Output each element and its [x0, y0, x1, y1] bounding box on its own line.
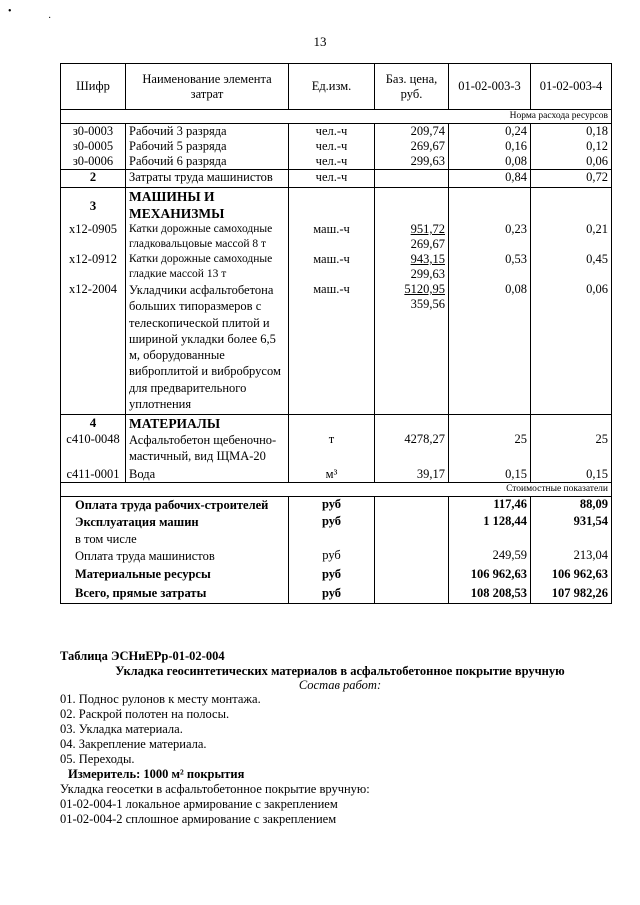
cell-price — [375, 252, 449, 282]
cell-name: Рабочий 5 разряда — [126, 139, 289, 154]
header-unit: Ед.изм. — [289, 64, 375, 110]
cell-v4: 0,12 — [531, 139, 612, 154]
meter: Измеритель: 1000 м² покрытия — [68, 767, 245, 781]
summary-row — [61, 497, 612, 515]
summary-unit: руб — [289, 584, 375, 604]
composition-label: Состав работ: — [298, 678, 382, 692]
norm-label-row — [61, 110, 612, 124]
cell-v3: 0,08 — [449, 154, 531, 170]
summary-name: Материальные ресурсы — [61, 565, 289, 584]
summary-unit: руб — [289, 565, 375, 584]
table-row — [61, 282, 612, 415]
table-row — [61, 154, 612, 170]
section-subtitle: Укладка геосинтетических материалов в асфальтобетонное покрытие вручную — [115, 664, 565, 678]
cost-label-row — [61, 483, 612, 497]
cell-unit: маш.-ч — [289, 222, 375, 252]
cell-code: з0-0005 — [61, 139, 126, 154]
summary-v4 — [531, 531, 612, 548]
summary-v3: 1 128,44 — [449, 514, 531, 531]
cell-v4: 0,72 — [531, 170, 612, 188]
corner-mark-left: • — [8, 6, 12, 17]
cell-v3: 0,53 — [449, 252, 531, 282]
section-title: МАТЕРИАЛЫ — [126, 415, 289, 433]
cell-code: х12-0912 — [61, 252, 126, 282]
cell-price: 39,17 — [375, 464, 449, 483]
cell-price — [375, 170, 449, 188]
cell-price: 4278,27 — [375, 432, 449, 464]
price-value: 951,72 — [410, 222, 445, 236]
machinist-row — [61, 170, 612, 188]
materials-section-row — [61, 415, 612, 433]
cell-v4: 0,45 — [531, 252, 612, 282]
list-item: 01. Поднос рулонов к месту монтажа. — [60, 692, 261, 706]
cell-v3: 0,24 — [449, 124, 531, 140]
list-item: 04. Закрепление материала. — [60, 737, 207, 751]
cost-label: Стоимостные показатели — [61, 483, 612, 497]
cell-v3: 0,23 — [449, 222, 531, 252]
header-price: Баз. цена, руб. — [375, 64, 449, 110]
summary-unit: руб — [289, 548, 375, 565]
cell-unit: маш.-ч — [289, 252, 375, 282]
cell-name: Рабочий 3 разряда — [126, 124, 289, 140]
cell-unit: чел.-ч — [289, 139, 375, 154]
norm-label: Норма расхода ресурсов — [61, 110, 612, 124]
summary-name: Оплата труда машинистов — [61, 548, 289, 565]
cell-unit: чел.-ч — [289, 170, 375, 188]
price-value: 5120,95 — [404, 282, 445, 296]
summary-name: Всего, прямые затраты — [61, 584, 289, 604]
cell-v3: 0,15 — [449, 464, 531, 483]
cell-v3: 25 — [449, 432, 531, 464]
cell-price: 209,74 — [375, 124, 449, 140]
table-row — [61, 252, 612, 282]
section-number: 3 — [61, 188, 126, 223]
resource-table — [60, 63, 612, 604]
cell-code: 2 — [61, 170, 126, 188]
header-col4: 01-02-003-4 — [531, 64, 612, 110]
summary-v3 — [449, 531, 531, 548]
step-list — [60, 692, 620, 827]
machines-section-row — [61, 188, 612, 223]
cell-code: з0-0003 — [61, 124, 126, 140]
section-number: 4 — [61, 415, 126, 433]
summary-row — [61, 531, 612, 548]
summary-v3: 106 962,63 — [449, 565, 531, 584]
cell-code: с411-0001 — [61, 464, 126, 483]
cell-v4: 0,21 — [531, 222, 612, 252]
summary-v3: 249,59 — [449, 548, 531, 565]
cell-v4: 0,06 — [531, 282, 612, 415]
table-title: Таблица ЭСНиЕРр-01-02-004 — [60, 649, 225, 663]
summary-row — [61, 584, 612, 604]
table-row — [61, 139, 612, 154]
corner-mark-right: · — [48, 13, 52, 24]
cell-name: Укладчики асфальтобетона больших типоразмеров с телескопической плитой и шириной укладки более 6,5 м, оборудованные виброплитой и вибробрусом для предварительного уплотнения — [126, 282, 289, 415]
cell-name: Затраты труда машинистов — [126, 170, 289, 188]
cell-price — [375, 282, 449, 415]
cell-unit: т — [289, 432, 375, 464]
price-value-2: 269,67 — [410, 237, 445, 251]
cell-name: Катки дорожные самоходные гладкие массой 13 т — [126, 252, 289, 282]
cell-v3: 0,08 — [449, 282, 531, 415]
header-code: Шифр — [61, 64, 126, 110]
cell-code: с410-0048 — [61, 432, 126, 464]
list-item: 01-02-004-1 локальное армирование с закреплением — [60, 797, 338, 811]
summary-unit — [289, 531, 375, 548]
summary-row — [61, 565, 612, 584]
table-row — [61, 464, 612, 483]
summary-v4: 88,09 — [531, 497, 612, 515]
summary-name: Оплата труда рабочих-строителей — [61, 497, 289, 515]
price-value-2: 359,56 — [410, 297, 445, 311]
summary-v4: 931,54 — [531, 514, 612, 531]
cell-code: з0-0006 — [61, 154, 126, 170]
cell-v4: 0,15 — [531, 464, 612, 483]
price-value-2: 299,63 — [410, 267, 445, 281]
summary-unit: руб — [289, 497, 375, 515]
section-title: МАШИНЫ И МЕХАНИЗМЫ — [126, 188, 289, 223]
cell-code: х12-0905 — [61, 222, 126, 252]
list-item: 05. Переходы. — [60, 752, 135, 766]
table-row — [61, 222, 612, 252]
header-col3: 01-02-003-3 — [449, 64, 531, 110]
price-value: 943,15 — [410, 252, 445, 266]
summary-v4: 213,04 — [531, 548, 612, 565]
cell-unit: чел.-ч — [289, 154, 375, 170]
cell-unit: маш.-ч — [289, 282, 375, 415]
summary-v3: 117,46 — [449, 497, 531, 515]
cell-name: Асфальтобетон щебеночно-мастичный, вид ЩМА-20 — [126, 432, 289, 464]
cell-v3: 0,16 — [449, 139, 531, 154]
cell-v4: 0,06 — [531, 154, 612, 170]
cell-unit: чел.-ч — [289, 124, 375, 140]
summary-v3: 108 208,53 — [449, 584, 531, 604]
summary-row — [61, 548, 612, 565]
cell-v3: 0,84 — [449, 170, 531, 188]
table-header-row — [61, 64, 612, 110]
summary-v4: 106 962,63 — [531, 565, 612, 584]
header-name: Наименование элемента затрат — [126, 64, 289, 110]
summary-name: в том числе — [61, 531, 289, 548]
list-item: 02. Раскрой полотен на полосы. — [60, 707, 230, 721]
summary-row — [61, 514, 612, 531]
cell-unit: м³ — [289, 464, 375, 483]
list-item: 03. Укладка материала. — [60, 722, 183, 736]
cell-price: 269,67 — [375, 139, 449, 154]
summary-v4: 107 982,26 — [531, 584, 612, 604]
cell-v4: 25 — [531, 432, 612, 464]
page-number: 13 — [313, 34, 327, 49]
intro: Укладка геосетки в асфальтобетонное покрытие вручную: — [60, 782, 370, 796]
table-row — [61, 432, 612, 464]
summary-unit: руб — [289, 514, 375, 531]
table-row — [61, 124, 612, 140]
cell-price: 299,63 — [375, 154, 449, 170]
list-item: 01-02-004-2 сплошное армирование с закреплением — [60, 812, 337, 826]
cell-name: Рабочий 6 разряда — [126, 154, 289, 170]
cell-code: х12-2004 — [61, 282, 126, 415]
cell-v4: 0,18 — [531, 124, 612, 140]
summary-name: Эксплуатация машин — [61, 514, 289, 531]
cell-name: Вода — [126, 464, 289, 483]
cell-name: Катки дорожные самоходные гладковальцовые массой 8 т — [126, 222, 289, 252]
cell-price — [375, 222, 449, 252]
